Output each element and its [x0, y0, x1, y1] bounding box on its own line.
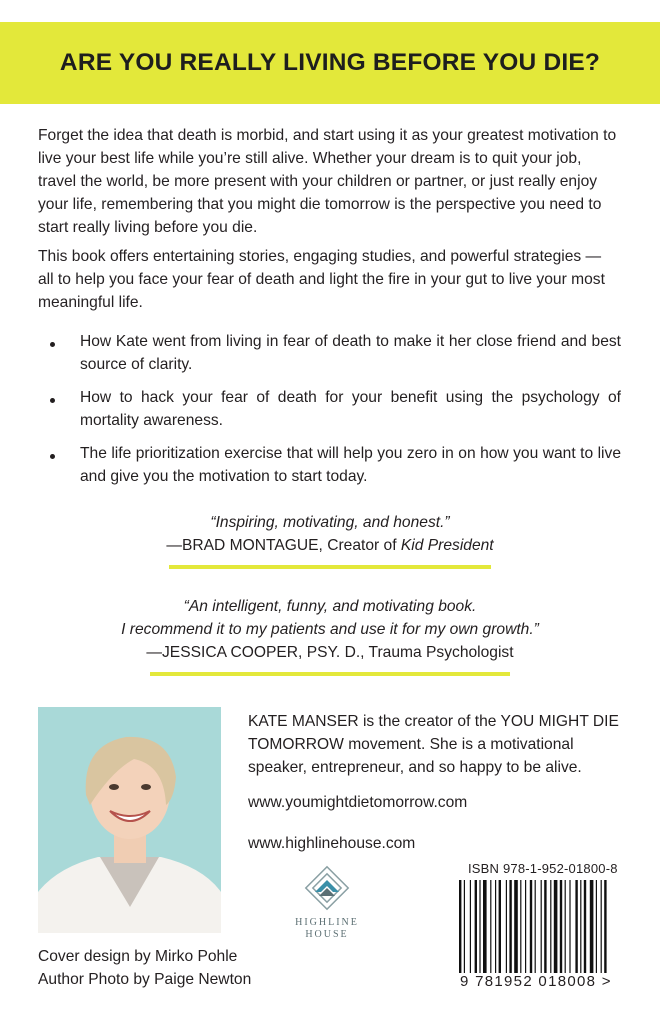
page-title: ARE YOU REALLY LIVING BEFORE YOU DIE?: [59, 49, 601, 76]
isbn-label: ISBN 978-1-952-01800-8: [468, 861, 618, 876]
publisher-logo: [285, 862, 369, 941]
bullet-icon: [50, 398, 55, 403]
testimonial-quote: “Inspiring, motivating, and honest.”: [210, 514, 450, 531]
bullet-icon: [50, 454, 55, 459]
photo-credit: Author Photo by Paige Newton: [38, 971, 252, 988]
testimonial-attribution: —JESSICA COOPER, PSY. D., Trauma Psychologist: [146, 644, 514, 661]
bullet-list: [38, 330, 621, 498]
highline-house-logo-icon: [297, 862, 357, 912]
bullet-text: The life prioritization exercise that will help you zero in on how you want to live and give you the motivation to start today.: [80, 445, 621, 485]
publisher-name-line-1: HIGHLINE: [295, 917, 359, 928]
publisher-name-line-2: HOUSE: [305, 929, 349, 940]
author-photo: [38, 707, 221, 933]
barcode-digits: 9 781952 018008 >: [460, 973, 612, 990]
bullet-text: How Kate went from living in fear of death to make it her close friend and best source of clarity.: [80, 333, 621, 373]
intro-paragraph-2: This book offers entertaining stories, engaging studies, and powerful strategies — all to help you face your fear of death and light the fire in your gut to live your most meaningful life.: [38, 248, 605, 311]
list-item: [38, 386, 621, 432]
list-item: [38, 442, 621, 488]
testimonial-quote-line-2: I recommend it to my patients and use it for my own growth.”: [121, 621, 539, 638]
cover-credit: Cover design by Mirko Pohle: [38, 948, 238, 965]
list-item: [38, 330, 621, 376]
header-band: [0, 22, 660, 104]
credits: [38, 945, 251, 991]
testimonial-2: [0, 595, 660, 676]
bullet-text: How to hack your fear of death for your benefit using the psychology of mortality awareness.: [80, 389, 621, 429]
author-website-link[interactable]: www.youmightdietomorrow.com: [248, 794, 468, 811]
testimonial-1: [0, 511, 660, 569]
accent-divider: [169, 565, 491, 569]
testimonial-attribution: [0, 534, 660, 557]
author-portrait-illustration: [38, 707, 221, 933]
publisher-website-link[interactable]: www.highlinehouse.com: [248, 835, 416, 852]
testimonial-quote-line-1: “An intelligent, funny, and motivating book.: [183, 598, 477, 615]
accent-divider: [150, 672, 510, 676]
bullet-icon: [50, 342, 55, 347]
attribution-text: —BRAD MONTAGUE, Creator of: [166, 537, 401, 554]
attribution-title: Kid President: [400, 537, 494, 554]
author-bio: KATE MANSER is the creator of the YOU MIGHT DIE TOMORROW movement. She is a motivational speaker, entrepreneur, and so happy to be alive.: [248, 713, 619, 776]
intro-paragraph-1: Forget the idea that death is morbid, and start using it as your greatest motivation to live your best life while you’re still alive. Whether your dream is to quit your job, travel the world, be more present with your children or partner, or just really enjoy your life, remembering that you might die tomorrow is the perspective you need to start really living before you die.: [38, 127, 617, 236]
